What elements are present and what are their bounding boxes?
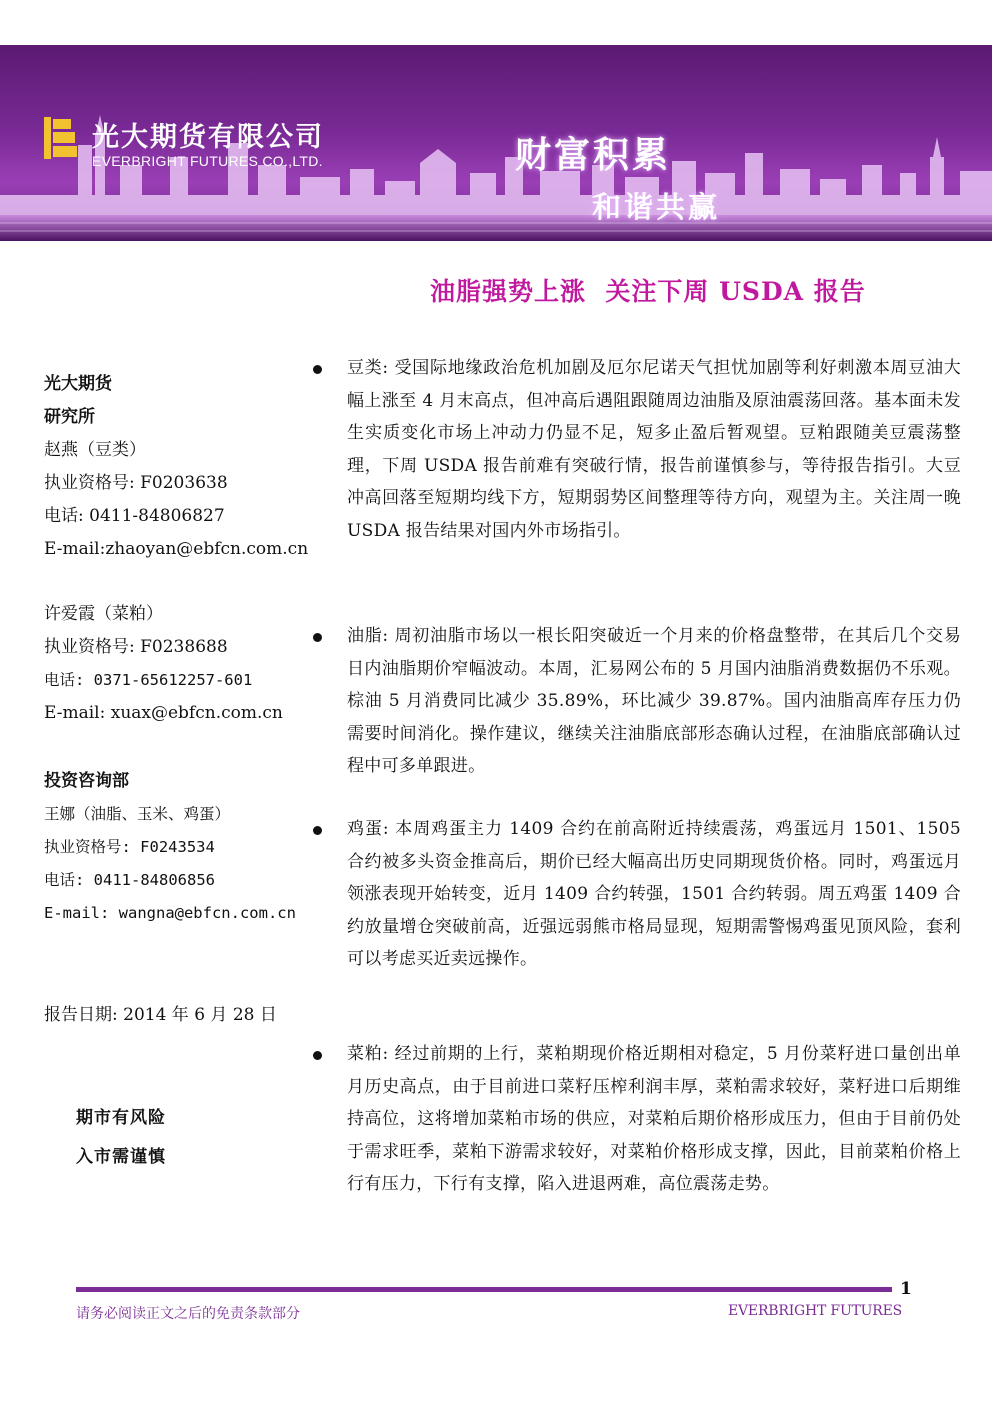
analyst-email[interactable]: E-mail:zhaoyan@ebfcn.com.cn [44, 539, 309, 559]
section-oils [313, 620, 961, 783]
section-text: 豆类: 受国际地缘政治危机加剧及厄尔尼诺天气担忧加剧等利好刺激本周豆油大幅上涨至 4 月末高点，但冲高后遇阻跟随周边油脂及原油震荡回落。基本面未发生实质变化市场上冲动力仍显不足，短多止盈后暂观望。豆粕跟随美豆震荡整理，下周 USDA 报告前难有突破行情，报告前谨慎参与，等待报告指引。大豆冲高回落至短期均线下方，短期弱势区间整理等待方向，观望为主。关注周一晚 USDA 报告结果对国内外市场指引。 [347, 358, 961, 541]
report-date: 报告日期: 2014 年 6 月 28 日 [44, 1005, 277, 1025]
bullet-icon [313, 826, 322, 835]
analyst-name: 赵燕（豆类） [44, 440, 146, 460]
header-banner [0, 45, 992, 241]
section-beans [313, 352, 961, 547]
analyst-license: 执业资格号: F0203638 [44, 473, 228, 493]
analyst-license: 执业资格号: F0243534 [44, 838, 215, 856]
footer-disclaimer: 请务必阅读正文之后的免责条款部分 [76, 1306, 300, 1322]
sidebar-research-institute [44, 368, 308, 566]
bullet-icon [313, 365, 322, 374]
analyst-name: 王娜（油脂、玉米、鸡蛋） [44, 805, 231, 823]
section-eggs [313, 813, 961, 976]
analyst-phone: 电话: 0411-84806856 [44, 871, 215, 889]
slogan-line-1: 财富积累 [515, 135, 672, 176]
section-rapeseed-meal [313, 1038, 961, 1201]
analyst-email[interactable]: E-mail: wangna@ebfcn.com.cn [44, 904, 296, 922]
bullet-icon [313, 1051, 322, 1060]
analyst-email[interactable]: E-mail: xuax@ebfcn.com.cn [44, 703, 283, 723]
sidebar-advisory-dept [44, 765, 296, 930]
footer-brand: EVERBRIGHT FUTURES [728, 1303, 903, 1319]
risk-warning-line-1: 期市有风险 [76, 1108, 166, 1128]
bullet-icon [313, 633, 322, 642]
analyst-phone: 电话: 0411-84806827 [44, 506, 225, 526]
company-name-en: EVERBRIGHT FUTURES CO.,LTD. [92, 153, 323, 169]
section-text: 鸡蛋: 本周鸡蛋主力 1409 合约在前高附近持续震荡，鸡蛋远月 1501、1505 合约被多头资金推高后，期价已经大幅高出历史同期现货价格。同时，鸡蛋远月领涨表现开始转变，近月 1409 合约转强，1501 合约转弱。周五鸡蛋 1409 合约放量增仓突破前高，近强远弱熊市格局显现，短期需警惕鸡蛋见顶风险，套利可以考虑买近卖远操作。 [347, 819, 961, 969]
company-name-cn: 光大期货有限公司 [92, 122, 324, 153]
sidebar-contact-2 [44, 598, 283, 730]
section-text: 菜粕: 经过前期的上行，菜粕期现价格近期相对稳定，5 月份菜籽进口量创出单月历史高点，由于目前进口菜籽压榨利润丰厚，菜粕需求较好，菜籽进口后期维持高位，这将增加菜粕市场的供应，对菜粕后期价格形成压力，但由于目前仍处于需求旺季，菜粕下游需求较好，对菜粕价格形成支撑，因此，目前菜粕价格上行有压力，下行有支撑，陷入进退两难，高位震荡走势。 [347, 1044, 961, 1194]
page-number: 1 [900, 1279, 912, 1299]
org-unit: 研究所 [44, 407, 95, 427]
analyst-phone: 电话: 0371-65612257-601 [44, 671, 253, 689]
risk-warning-line-2: 入市需谨慎 [76, 1147, 166, 1167]
section-text: 油脂: 周初油脂市场以一根长阳突破近一个月来的价格盘整带，在其后几个交易日内油脂期价窄幅波动。本周，汇易网公布的 5 月国内油脂消费数据仍不乐观。棕油 5 月消费同比减少 35.89%，环比减少 39.87%。国内油脂高库存压力仍需要时间消化。操作建议，继续关注油脂底部形态确认过程，在油脂底部确认过程中可多单跟进。 [347, 626, 961, 776]
report-title: 油脂强势上涨 关注下周 USDA 报告 [430, 277, 866, 306]
footer-divider [76, 1287, 892, 1292]
org-name: 光大期货 [44, 374, 112, 394]
analyst-name: 许爱霞（菜粕） [44, 604, 163, 624]
slogan-line-2: 和谐共赢 [592, 190, 721, 224]
dept-title: 投资咨询部 [44, 771, 129, 791]
company-logo-icon [44, 117, 78, 159]
analyst-license: 执业资格号: F0238688 [44, 637, 228, 657]
